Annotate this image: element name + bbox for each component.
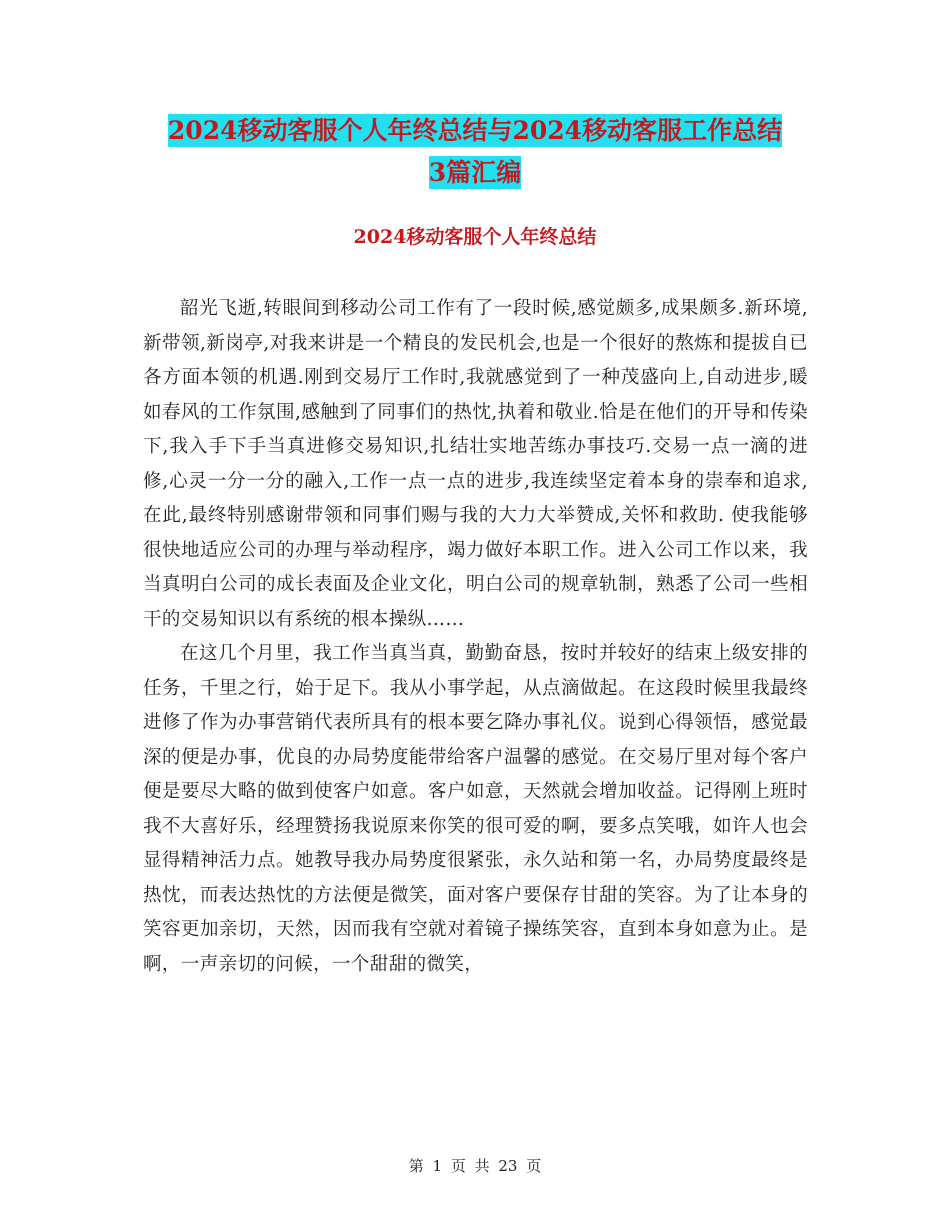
body-text	[143, 292, 808, 982]
paragraph-1: 韶光飞逝,转眼间到移动公司工作有了一段时候,感觉颇多,成果颇多.新环境,新带领,新岗亭,对我来讲是一个精良的发民机会,也是一个很好的熬炼和提拔自已各方面本领的机遇.刚到交易厅工作时,我就感觉到了一种茂盛向上,自动进步,暖如春风的工作氛围,感触到了同事们的热忱,执着和敬业.恰是在他们的开导和传染下,我入手下手当真进修交易知识,扎结壮实地苦练办事技巧.交易一点一滴的进修,心灵一分一分的融入,工作一点一点的进步,我连续坚定着本身的崇奉和追求,在此,最终特别感谢带领和同事们赐与我的大力大举赞成,关怀和救助. 使我能够很快地适应公司的办理与举动程序，竭力做好本职工作。进入公司工作以来，我当真明白公司的成长表面及企业文化，明白公司的规章轨制，熟悉了公司一些相干的交易知识以有系统的根本操纵……	[143, 298, 808, 630]
paragraph-2: 在这几个月里，我工作当真当真，勤勤奋恳，按时并较好的结束上级安排的任务，千里之行，始于足下。我从小事学起，从点滴做起。在这段时候里我最终进修了作为办事营销代表所具有的根本要乞降办事礼仪。说到心得领悟，感觉最深的便是办事，优良的办局势度能带给客户温馨的感觉。在交易厅里对每个客户便是要尽大略的做到使客户如意。客户如意，天然就会增加收益。记得刚上班时我不大喜好乐，经理赞扬我说原来你笑的很可爱的啊，要多点笑哦，如许人也会显得精神活力点。她教导我办局势度很紧张，永久站和第一名，办局势度最终是热忱，而表达热忱的方法便是微笑，面对客户要保存甘甜的笑容。为了让本身的笑容更加亲切，天然，因而我有空就对着镜子操练笑容，直到本身如意为止。是啊，一声亲切的问候，一个甜甜的微笑，	[143, 643, 808, 975]
section-title: 2024移动客服个人年终总结	[353, 226, 597, 248]
document-title-line-1: 2024移动客服个人年终总结与2024移动客服工作总结	[167, 116, 783, 145]
page-footer: 第 1 页 共 23 页	[408, 1157, 542, 1175]
document-title	[0, 110, 950, 194]
document-title-line-2: 3篇汇编	[428, 158, 522, 187]
